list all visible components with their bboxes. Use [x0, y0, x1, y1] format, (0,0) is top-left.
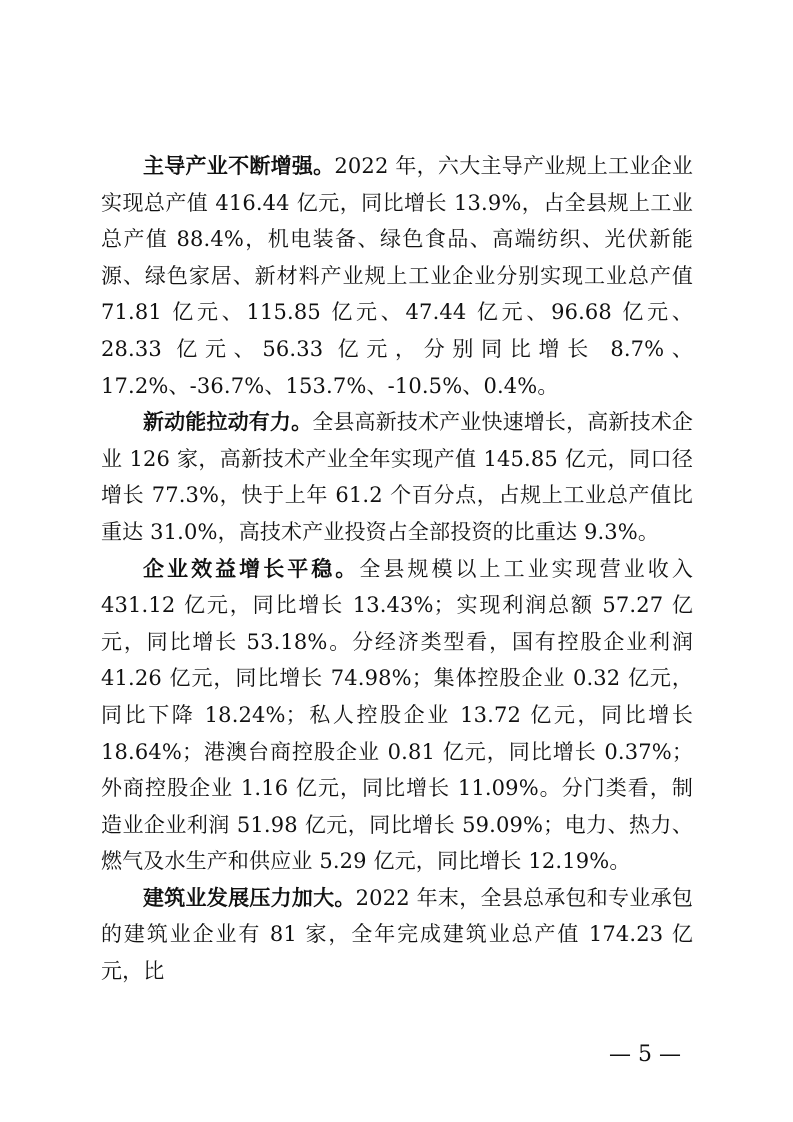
paragraph-text: 全县高新技术产业快速增长，高新技术企业 126 家，高新技术产业全年实现产值 145.85 亿元，同口径增长 77.3%，快于上年 61.2 个百分点，占规上工业总产值比重达 31.0%，高技术产业投资占全部投资的比重达 9.3%。 [101, 410, 693, 544]
paragraph-heading: 新动能拉动有力。 [143, 409, 313, 435]
paragraph-new-momentum [101, 404, 693, 550]
paragraph-heading: 企业效益增长平稳。 [143, 555, 360, 581]
paragraph-enterprise-profits [101, 551, 693, 880]
page-number: — 5 — [609, 1042, 681, 1067]
paragraph-text: 2022 年，六大主导产业规上工业企业实现总产值 416.44 亿元，同比增长 13.9%，占全县规上工业总产值 88.4%，机电装备、绿色食品、高端纺织、光伏新能源、绿色家居、新材料产业规上工业企业分别实现工业总产值 71.81 亿元、115.85 亿元、47.44 亿元、96.68 亿元、28.33 亿元、56.33 亿元，分别同比增长 8.7%、17.2%、-36.7%、153.7%、-10.5%、0.4%。 [101, 154, 693, 398]
paragraph-leading-industries [101, 148, 693, 404]
paragraph-text: 2022 年末，全县总承包和专业承包的建筑业企业有 81 家，全年完成建筑业总产值 174.23 亿元，比 [101, 885, 693, 984]
document-body [101, 148, 693, 990]
paragraph-construction [101, 880, 693, 990]
paragraph-heading: 建筑业发展压力加大。 [143, 884, 356, 910]
paragraph-text: 全县规模以上工业实现营业收入 431.12 亿元，同比增长 13.43%；实现利润总额 57.27 亿元，同比增长 53.18%。分经济类型看，国有控股企业利润 41.26 亿元，同比增长 74.98%；集体控股企业 0.32 亿元，同比下降 18.24%；私人控股企业 13.72 亿元，同比增长 18.64%；港澳台商控股企业 0.81 亿元，同比增长 0.37%；外商控股企业 1.16 亿元，同比增长 11.09%。分门类看，制造业企业利润 51.98 亿元，同比增长 59.09%；电力、热力、燃气及水生产和供应业 5.29 亿元，同比增长 12.19%。 [101, 556, 693, 874]
paragraph-heading: 主导产业不断增强。 [143, 153, 335, 178]
